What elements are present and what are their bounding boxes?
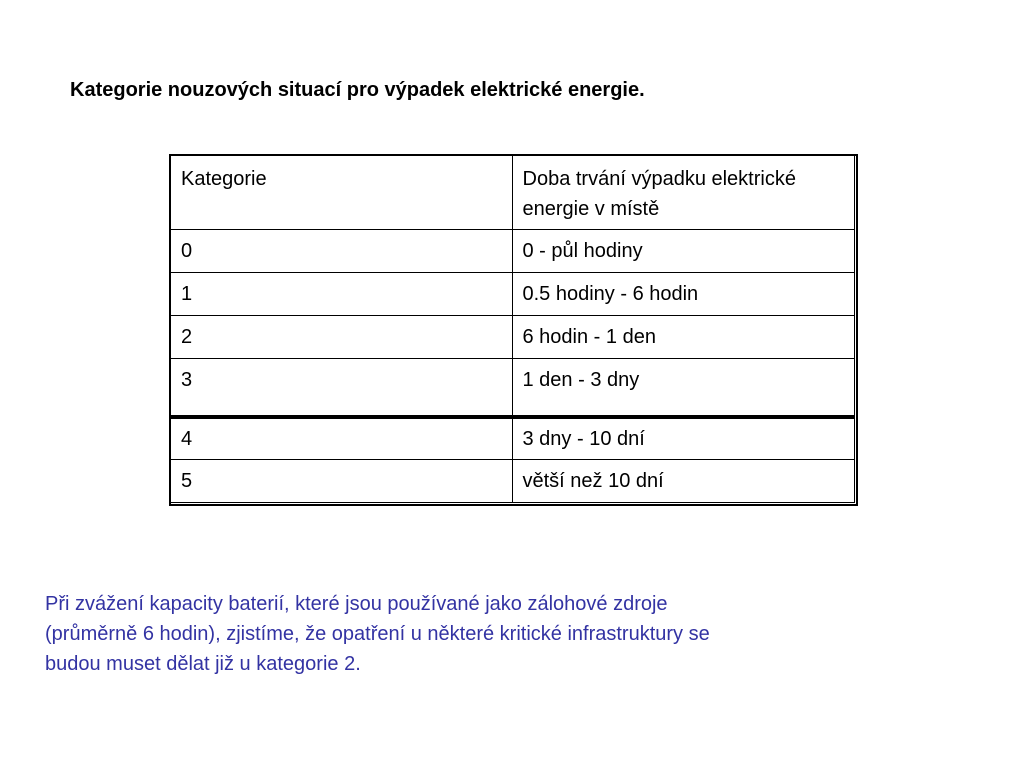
table-row xyxy=(171,460,855,503)
duration-cell: 6 hodin - 1 den xyxy=(512,316,855,359)
category-cell: 4 xyxy=(171,417,513,460)
duration-cell: 1 den - 3 dny xyxy=(512,359,855,417)
duration-cell: 3 dny - 10 dní xyxy=(512,417,855,460)
column-header-duration: Doba trvání výpadku elektrické energie v místě xyxy=(512,156,855,230)
category-cell: 2 xyxy=(171,316,513,359)
note-line-2: (průměrně 6 hodin), zjistíme, že opatření u některé kritické infrastruktury se xyxy=(45,623,710,645)
table-row xyxy=(171,273,855,316)
duration-cell: 0.5 hodiny - 6 hodin xyxy=(512,273,855,316)
category-cell: 0 xyxy=(171,230,513,273)
table-row xyxy=(171,417,855,460)
note-paragraph xyxy=(45,589,945,679)
category-cell: 5 xyxy=(171,460,513,503)
note-line-3: budou muset dělat již u kategorie 2. xyxy=(45,653,361,675)
duration-cell: větší než 10 dní xyxy=(512,460,855,503)
duration-cell: 0 - půl hodiny xyxy=(512,230,855,273)
page-title: Kategorie nouzových situací pro výpadek elektrické energie. xyxy=(70,79,645,101)
note-line-1: Při zvážení kapacity baterií, které jsou používané jako zálohové zdroje xyxy=(45,593,668,615)
column-header-category: Kategorie xyxy=(171,156,513,230)
category-cell: 3 xyxy=(171,359,513,417)
categories-table xyxy=(170,155,855,503)
table-row xyxy=(171,230,855,273)
category-cell: 1 xyxy=(171,273,513,316)
table-row xyxy=(171,359,855,417)
table-row xyxy=(171,316,855,359)
table-header-row xyxy=(171,156,855,230)
